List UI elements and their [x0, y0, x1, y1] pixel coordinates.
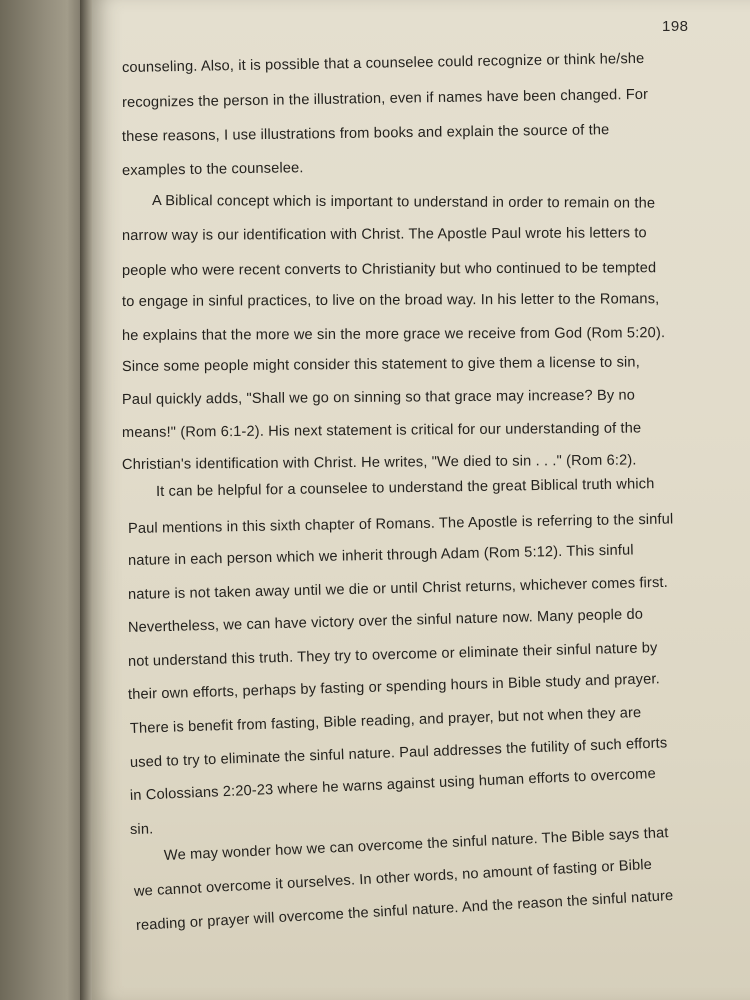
text-line: these reasons, I use illustrations from books and explain the source of the: [121, 122, 610, 145]
text-line: examples to the counselee.: [121, 160, 304, 179]
text-line: Christian's identification with Christ. He writes, "We died to sin . . ." (Rom 6:2).: [121, 452, 637, 473]
book-page: [92, 0, 750, 1000]
text-line: There is benefit from fasting, Bible reading, and prayer, but not when they are: [129, 704, 642, 737]
text-line: in Colossians 2:20-23 where he warns against using human efforts to overcome: [129, 765, 657, 804]
text-line: counseling. Also, it is possible that a counselee could recognize or think he/she: [121, 50, 645, 76]
text-line: nature is not taken away until we die or until Christ returns, whichever comes first.: [127, 574, 669, 603]
text-line: Paul quickly adds, "Shall we go on sinning so that grace may increase? By no: [121, 387, 636, 408]
text-line: recognizes the person in the illustration, even if names have been changed. For: [121, 86, 649, 111]
text-line: used to try to eliminate the sinful nature. Paul addresses the futility of such efforts: [129, 735, 668, 771]
text-line: not understand this truth. They try to overcome or eliminate their sinful nature by: [127, 640, 658, 670]
text-line: Nevertheless, we can have victory over the sinful nature now. Many people do: [127, 606, 644, 636]
text-line: he explains that the more we sin the more grace we receive from God (Rom 5:20).: [121, 325, 666, 344]
text-line: narrow way is our identification with Christ. The Apostle Paul wrote his letters to: [121, 225, 647, 244]
text-line: A Biblical concept which is important to understand in order to remain on the: [151, 193, 656, 212]
body-text: [92, 0, 750, 1000]
text-line: nature in each person which we inherit through Adam (Rom 5:12). This sinful: [127, 542, 634, 569]
text-line: to engage in sinful practices, to live on the broad way. In his letter to the Romans,: [121, 291, 660, 310]
text-line: sin.: [129, 821, 154, 838]
text-line: means!" (Rom 6:1-2). His next statement is critical for our understanding of the: [121, 420, 642, 441]
text-line: We may wonder how we can overcome the sinful nature. The Bible says that: [163, 825, 669, 864]
text-line: Paul mentions in this sixth chapter of Romans. The Apostle is referring to the sinful: [127, 511, 674, 537]
text-line: people who were recent converts to Christianity but who continued to be tempted: [121, 260, 657, 279]
text-line: their own efforts, perhaps by fasting or spending hours in Bible study and prayer.: [127, 671, 661, 703]
text-line: we cannot overcome it ourselves. In other words, no amount of fasting or Bible: [133, 856, 653, 900]
text-line: reading or prayer will overcome the sinful nature. And the reason the sinful nature: [135, 887, 674, 934]
text-line: Since some people might consider this statement to give them a license to sin,: [121, 354, 640, 375]
text-line: It can be helpful for a counselee to understand the great Biblical truth which: [155, 476, 655, 500]
page-number: 198: [662, 18, 689, 35]
previous-page-edge: [0, 0, 84, 1000]
